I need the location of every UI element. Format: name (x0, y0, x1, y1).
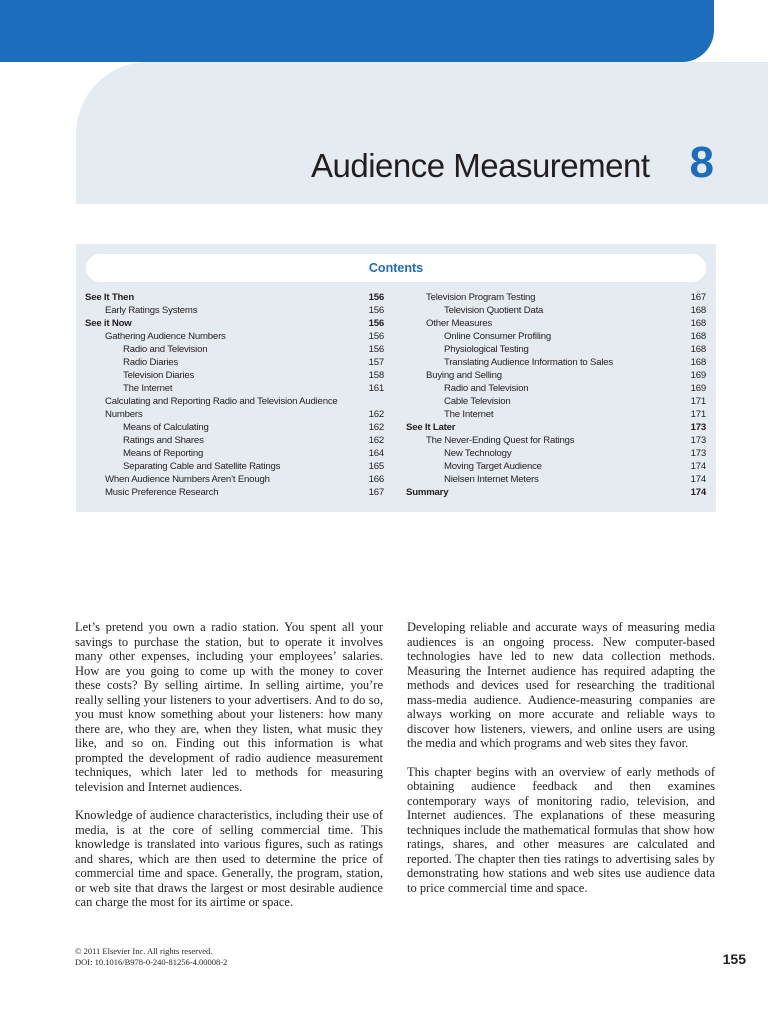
toc-entry-page: 173 (690, 435, 706, 446)
toc-entry-title: Other Measures (426, 318, 492, 329)
toc-entry-title: Ratings and Shares (123, 435, 204, 446)
toc-entry[interactable] (406, 473, 706, 486)
toc-entry-title: New Technology (444, 448, 512, 459)
toc-entry-page: 162 (368, 435, 384, 446)
toc-entry-page: 156 (368, 318, 384, 329)
toc-entry-page: 174 (690, 487, 706, 498)
toc-entry[interactable] (406, 460, 706, 473)
toc-entry[interactable] (406, 421, 706, 434)
toc-entry[interactable] (85, 395, 384, 408)
toc-entry-page: 157 (368, 357, 384, 368)
toc-entry[interactable] (85, 291, 384, 304)
toc-entry-title: Physiological Testing (444, 344, 529, 355)
toc-entry-page: 168 (690, 357, 706, 368)
toc-entry-page: 156 (368, 305, 384, 316)
toc-entry[interactable] (85, 356, 384, 369)
toc-entry[interactable] (406, 343, 706, 356)
toc-entry-page: 161 (368, 383, 384, 394)
toc-entry-page: 156 (368, 292, 384, 303)
top-color-band (0, 0, 714, 62)
toc-entry-title: Separating Cable and Satellite Ratings (123, 461, 281, 472)
contents-heading-bar (86, 254, 706, 282)
body-right-column (407, 620, 715, 909)
toc-entry-page: 168 (690, 344, 706, 355)
toc-entry[interactable] (85, 460, 384, 473)
toc-entry[interactable] (406, 317, 706, 330)
toc-entry[interactable] (406, 291, 706, 304)
toc-entry[interactable] (85, 434, 384, 447)
toc-entry-page: 158 (368, 370, 384, 381)
toc-entry-page: 165 (368, 461, 384, 472)
toc-entry[interactable] (85, 317, 384, 330)
toc-entry[interactable] (406, 382, 706, 395)
toc-entry[interactable] (85, 369, 384, 382)
toc-entry-page: 174 (690, 461, 706, 472)
toc-entry-page: 167 (690, 292, 706, 303)
contents-heading: Contents (368, 261, 424, 275)
toc-right-column (406, 291, 706, 499)
toc-entry-page: 171 (690, 396, 706, 407)
toc-entry-title: Calculating and Reporting Radio and Television Audience (105, 396, 338, 407)
toc-entry-page: 168 (690, 331, 706, 342)
toc-entry[interactable] (85, 343, 384, 356)
toc-entry-title: See It Later (406, 422, 456, 433)
toc-entry-title: Summary (406, 487, 449, 498)
doi-line: DOI: 10.1016/B978-0-240-81256-4.00008-2 (75, 957, 228, 967)
toc-entry-title: See It Then (85, 292, 134, 303)
toc-entry-title: Numbers (105, 409, 143, 420)
body-left-column (75, 620, 383, 924)
chapter-title: Audience Measurement (310, 147, 650, 184)
copyright-line: © 2011 Elsevier Inc. All rights reserved. (75, 946, 213, 956)
toc-entry-page: 164 (368, 448, 384, 459)
toc-entry-title: Means of Calculating (123, 422, 209, 433)
toc-entry[interactable] (406, 408, 706, 421)
body-paragraph: Developing reliable and accurate ways of measuring media audiences is an ongoing process. New computer-based technologies have led to new data collection methods. Measuring the Internet audience has required adapting the methods and devices used for researching the traditional mass-media audience. Audience-measuring companies are always working on more accurate and reliable ways to discover how listeners, viewers, and online users are using the media and which programs and web sites they favor. (407, 620, 715, 750)
toc-entry-page: 173 (690, 448, 706, 459)
toc-entry[interactable] (406, 304, 706, 317)
toc-entry[interactable] (85, 408, 384, 421)
toc-entry-page: 169 (690, 383, 706, 394)
toc-entry-page: 168 (690, 305, 706, 316)
toc-entry[interactable] (406, 356, 706, 369)
toc-entry[interactable] (85, 486, 384, 499)
toc-left-column (85, 291, 384, 499)
toc-entry[interactable] (85, 421, 384, 434)
toc-entry-title: When Audience Numbers Aren’t Enough (105, 474, 270, 485)
toc-entry-title: Moving Target Audience (444, 461, 542, 472)
toc-entry-title: Music Preference Research (105, 487, 219, 498)
toc-entry-title: The Internet (444, 409, 494, 420)
toc-entry-page: 169 (690, 370, 706, 381)
footer-credits (75, 946, 227, 968)
toc-entry[interactable] (406, 395, 706, 408)
toc-entry-page: 156 (368, 331, 384, 342)
toc-entry[interactable] (406, 330, 706, 343)
toc-entry-page: 166 (368, 474, 384, 485)
page-number: 155 (722, 951, 746, 967)
toc-entry-page: 174 (690, 474, 706, 485)
chapter-title-row (311, 138, 714, 188)
toc-entry-title: Gathering Audience Numbers (105, 331, 226, 342)
toc-entry[interactable] (406, 447, 706, 460)
toc-entry-title: See it Now (85, 318, 132, 329)
toc-entry-title: Television Program Testing (426, 292, 536, 303)
toc-entry-page: 156 (368, 344, 384, 355)
toc-entry-page: 162 (368, 422, 384, 433)
chapter-number: 8 (689, 138, 714, 187)
toc-entry-page: 171 (690, 409, 706, 420)
toc-entry-title: The Never-Ending Quest for Ratings (426, 435, 575, 446)
body-paragraph: This chapter begins with an overview of early methods of obtaining audience feedback and then examines contemporary ways of monitoring radio, television, and Internet audiences. The explanations of these measuring techniques include the mathematical formulas that show how ratings, shares, and other measures are calculated and reported. The chapter then ties ratings to advertising sales by demonstrating how stations and web sites use audience data to price commercial time and space. (407, 764, 715, 895)
toc-entry[interactable] (85, 473, 384, 486)
toc-entry[interactable] (406, 369, 706, 382)
toc-entry-title: Buying and Selling (426, 370, 502, 381)
toc-entry-title: Online Consumer Profiling (444, 331, 551, 342)
toc-entry-title: Radio and Television (444, 383, 529, 394)
toc-entry-page: 168 (690, 318, 706, 329)
toc-entry-title: Radio Diaries (123, 357, 178, 368)
toc-entry-page: 167 (368, 487, 384, 498)
toc-entry-title: Radio and Television (123, 344, 208, 355)
toc-entry-title: Television Quotient Data (444, 305, 544, 316)
toc-entry-title: Translating Audience Information to Sales (444, 357, 614, 368)
contents-box (76, 244, 716, 512)
toc-entry-page: 162 (368, 409, 384, 420)
toc-entry[interactable] (406, 434, 706, 447)
toc-entry-title: Early Ratings Systems (105, 305, 198, 316)
toc-entry[interactable] (406, 486, 706, 499)
toc-entry[interactable] (85, 304, 384, 317)
toc-entry[interactable] (85, 382, 384, 395)
toc-entry-title: The Internet (123, 383, 173, 394)
toc-entry-title: Cable Television (444, 396, 511, 407)
toc-entry[interactable] (85, 447, 384, 460)
toc-entry-page: 173 (690, 422, 706, 433)
toc-entry-title: Television Diaries (123, 370, 195, 381)
toc-entry-title: Means of Reporting (123, 448, 204, 459)
body-paragraph: Knowledge of audience characteristics, including their use of media, is at the core of selling commercial time. This knowledge is translated into various figures, such as ratings and shares, which are then used to determine the price of commercial time and space. Generally, the program, station, or web site that draws the largest or most desirable audience can charge the most for its airtime or space. (75, 808, 383, 909)
toc-entry-title: Nielsen Internet Meters (444, 474, 539, 485)
toc-entry[interactable] (85, 330, 384, 343)
body-paragraph: Let’s pretend you own a radio station. You spent all your savings to purchase the station, but to operate it involves many other expenses, including your employees’ salaries. How are you going to come up with the money to cover these costs? By selling airtime. In selling airtime, you’re really selling your listeners to your advertisers. And to do so, you must know something about your listeners: how many there are, who they are, when they listen, what music they like, and so on. Finding out this information is what prompted the development of radio audience measurement techniques, which later led to methods for measuring television and Internet audiences. (75, 620, 383, 794)
